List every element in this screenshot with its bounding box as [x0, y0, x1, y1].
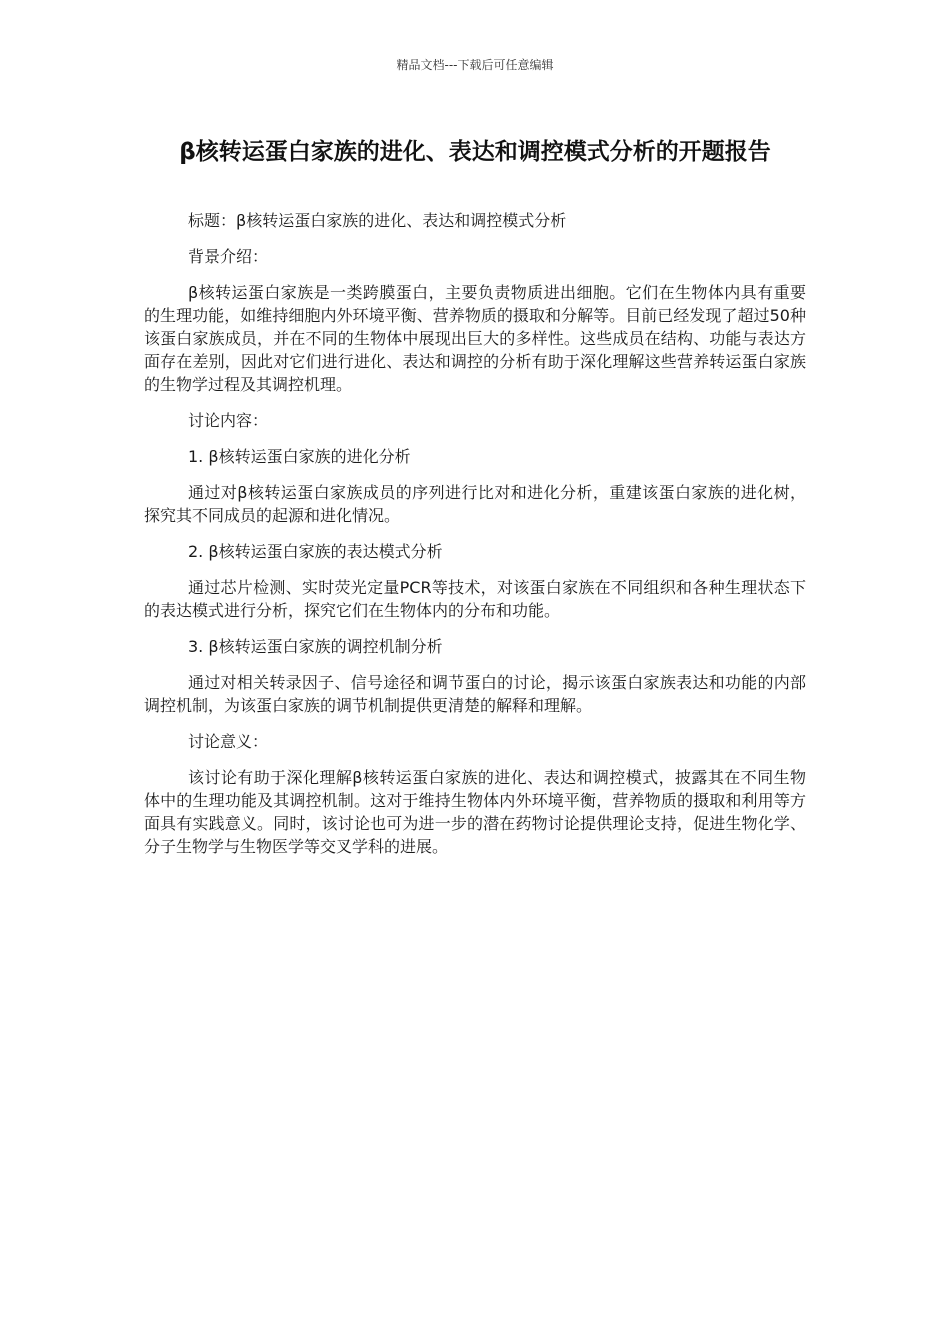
paragraph-evolution-analysis: 通过对β核转运蛋白家族成员的序列进行比对和进化分析，重建该蛋白家族的进化树，探究其不同成员的起源和进化情况。: [144, 483, 806, 525]
paragraph-significance: 该讨论有助于深化理解β核转运蛋白家族的进化、表达和调控模式，披露其在不同生物体中的生理功能及其调控机制。这对于维持生物体内外环境平衡，营养物质的摄取和利用等方面具有实践意义。同时，该讨论也可为进一步的潜在药物讨论提供理论支持，促进生物化学、分子生物学与生物医学等交叉学科的进展。: [144, 768, 806, 856]
heading-expression-analysis: 2. β核转运蛋白家族的表达模式分析: [188, 542, 443, 561]
header-note: 精品文档---下载后可任意编辑: [396, 58, 554, 72]
heading-background: 背景介绍：: [188, 247, 269, 266]
paragraph-regulation-analysis: 通过对相关转录因子、信号途径和调节蛋白的讨论，揭示该蛋白家族表达和功能的内部调控机制，为该蛋白家族的调节机制提供更清楚的解释和理解。: [144, 673, 806, 715]
paragraph-expression-analysis: 通过芯片检测、实时荧光定量PCR等技术，对该蛋白家族在不同组织和各种生理状态下的表达模式进行分析，探究它们在生物体内的分布和功能。: [144, 578, 806, 620]
heading-regulation-analysis: 3. β核转运蛋白家族的调控机制分析: [188, 637, 443, 656]
heading-significance: 讨论意义：: [188, 732, 269, 751]
paragraph-background: β核转运蛋白家族是一类跨膜蛋白，主要负责物质进出细胞。它们在生物体内具有重要的生理功能，如维持细胞内外环境平衡、营养物质的摄取和分解等。目前已经发现了超过50种该蛋白家族成员，并在不同的生物体中展现出巨大的多样性。这些成员在结构、功能与表达方面存在差别，因此对它们进行进化、表达和调控的分析有助于深化理解这些营养转运蛋白家族的生物学过程及其调控机理。: [144, 283, 806, 394]
heading-evolution-analysis: 1. β核转运蛋白家族的进化分析: [188, 447, 411, 466]
page-title: β核转运蛋白家族的进化、表达和调控模式分析的开题报告: [179, 139, 771, 165]
paragraph-subject: 标题：β核转运蛋白家族的进化、表达和调控模式分析: [188, 211, 567, 230]
document-body: [144, 209, 806, 871]
heading-discussion-content: 讨论内容：: [188, 411, 269, 430]
